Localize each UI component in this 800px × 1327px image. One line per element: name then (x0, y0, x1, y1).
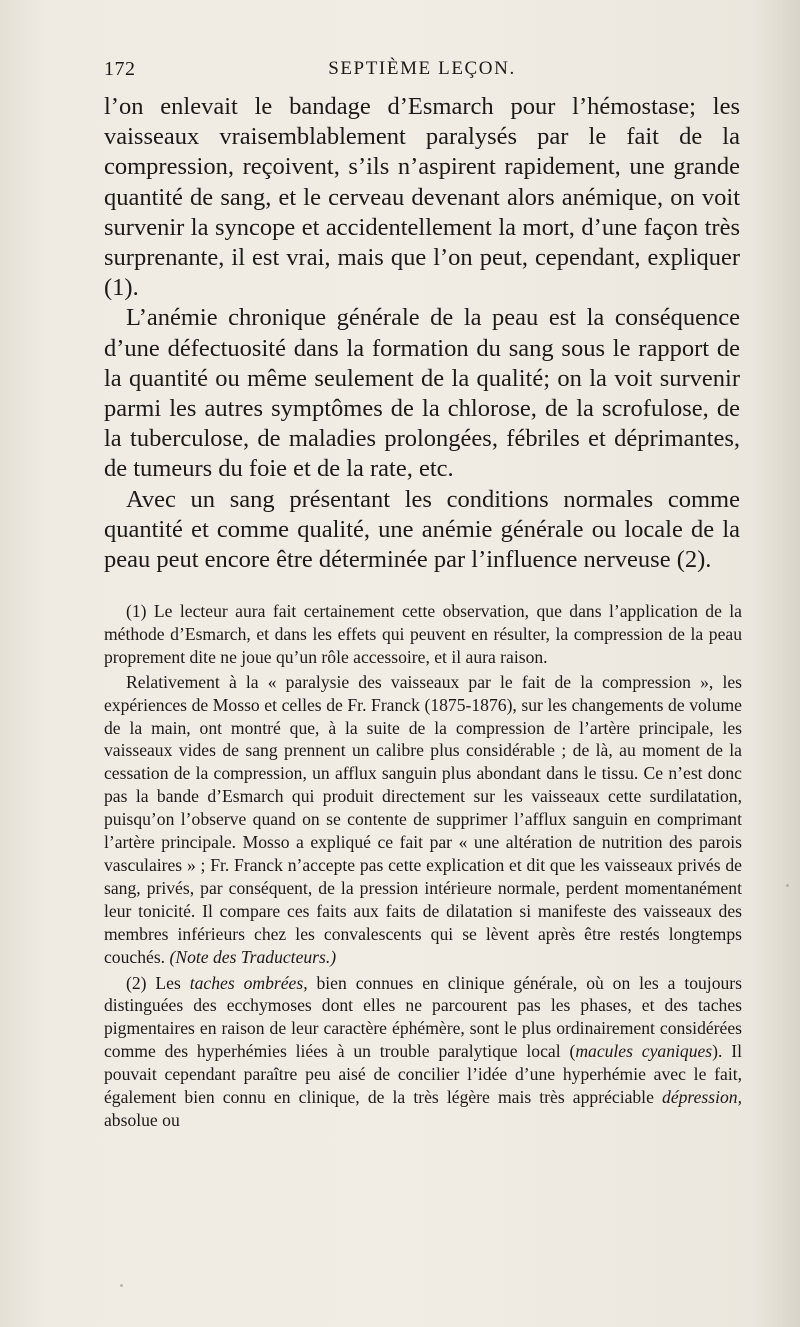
paper-speck (786, 884, 789, 887)
footnote-2-term-taches: taches ombrées, (189, 972, 308, 993)
footnote-2-term-macules: macules cyaniques (575, 1041, 713, 1062)
page-header (104, 58, 740, 86)
footnote-2 (104, 972, 742, 1132)
paragraph-1: l’on enlevait le bandage d’Esmarch pour l’hémostase; les vaisseaux vraisemblablement paralysés par le fait de la compression, reçoivent, s’ils n’aspirent rapidement, une grande quantité de sang, et le cerveau devenant alors anémique, on voit survenir la syncope et accidentellement la mort, d’une façon très surprenante, il est vrai, mais que l’on peut, cependant, expliquer (1). (104, 93, 740, 302)
footnotes (104, 600, 742, 1132)
footnote-1-continuation (104, 671, 742, 969)
main-text (104, 92, 740, 575)
paper-speck (120, 1284, 123, 1287)
paragraph-3: Avec un sang présentant les conditions normales comme quantité et comme qualité, une anémie générale ou locale de la peau peut encore être déterminée par l’influence nerveuse (2). (104, 485, 740, 574)
running-title: SEPTIÈME LEÇON. (328, 58, 516, 79)
footnote-1-continuation-text: Relativement à la « paralysie des vaisseaux par le fait de la compression », les expériences de Mosso et celles de Fr. Franck (1875-1876), sur les changements de volume de la main, ont montré que, à la suite de la compression de l’artère principale, les vaisseaux vides de sang prennent un calibre plus considérable ; de là, au moment de la cessation de la compression, un afflux sanguin plus abondant dans le tissu. Ce n’est donc pas la bande d’Esmarch qui produit directement sur les vaisseaux cette surdilatation, puisqu’on l’observe quand on se contente de supprimer l’afflux sanguin en comprimant l’artère principale. Mosso a expliqué ce fait par « une altération de nutrition des parois vasculaires » ; Fr. Franck n’accepte pas cette explication et dit que les vaisseaux privés de sang, privés, par conséquent, de la pression intérieure normale, perdent momentanément leur tonicité. Il compare ces faits aux faits de dilatation si manifeste des vaisseaux des membres inférieurs chez les convalescents qui se lèvent après être restés longtemps couchés. (104, 671, 742, 967)
translators-note: (Note des Traducteurs.) (169, 946, 337, 967)
footnote-2-lead: (2) Les (126, 972, 181, 993)
footnote-2-text-b: ). Il pouvait cependant paraître peu aisé de concilier l’idée d’une hyperhémie avec le fait, également bien connu en clinique, de la très légère mais très appréciable (104, 1041, 742, 1108)
footnote-2-text-a: bien connues en clinique générale, où on les a toujours distinguées des ecchymoses dont elles ne parcourent pas les phases, et des taches pigmentaires en raison de leur caractère éphémère, sont le plus ordinairement considérées comme des hyperhémies liées à un trouble paralytique local ( (104, 972, 742, 1062)
page-number: 172 (104, 58, 136, 80)
footnote-2-term-depression: dépression, (662, 1087, 742, 1108)
footnote-2-text-c: absolue ou (104, 1109, 180, 1130)
paragraph-2: L’anémie chronique générale de la peau est la conséquence d’une défectuosité dans la formation du sang sous le rapport de la quantité ou même seulement de la qualité; on la voit survenir parmi les autres symptômes de la chlorose, de la scrofulose, de la tuberculose, de maladies prolongées, fébriles et déprimantes, de tumeurs du foie et de la rate, etc. (104, 304, 740, 483)
footnote-1: (1) Le lecteur aura fait certainement cette observation, que dans l’application de la méthode d’Esmarch, et dans les effets qui peuvent en résulter, la compression de la peau proprement dite ne joue qu’un rôle accessoire, et il aura raison. (104, 601, 742, 667)
